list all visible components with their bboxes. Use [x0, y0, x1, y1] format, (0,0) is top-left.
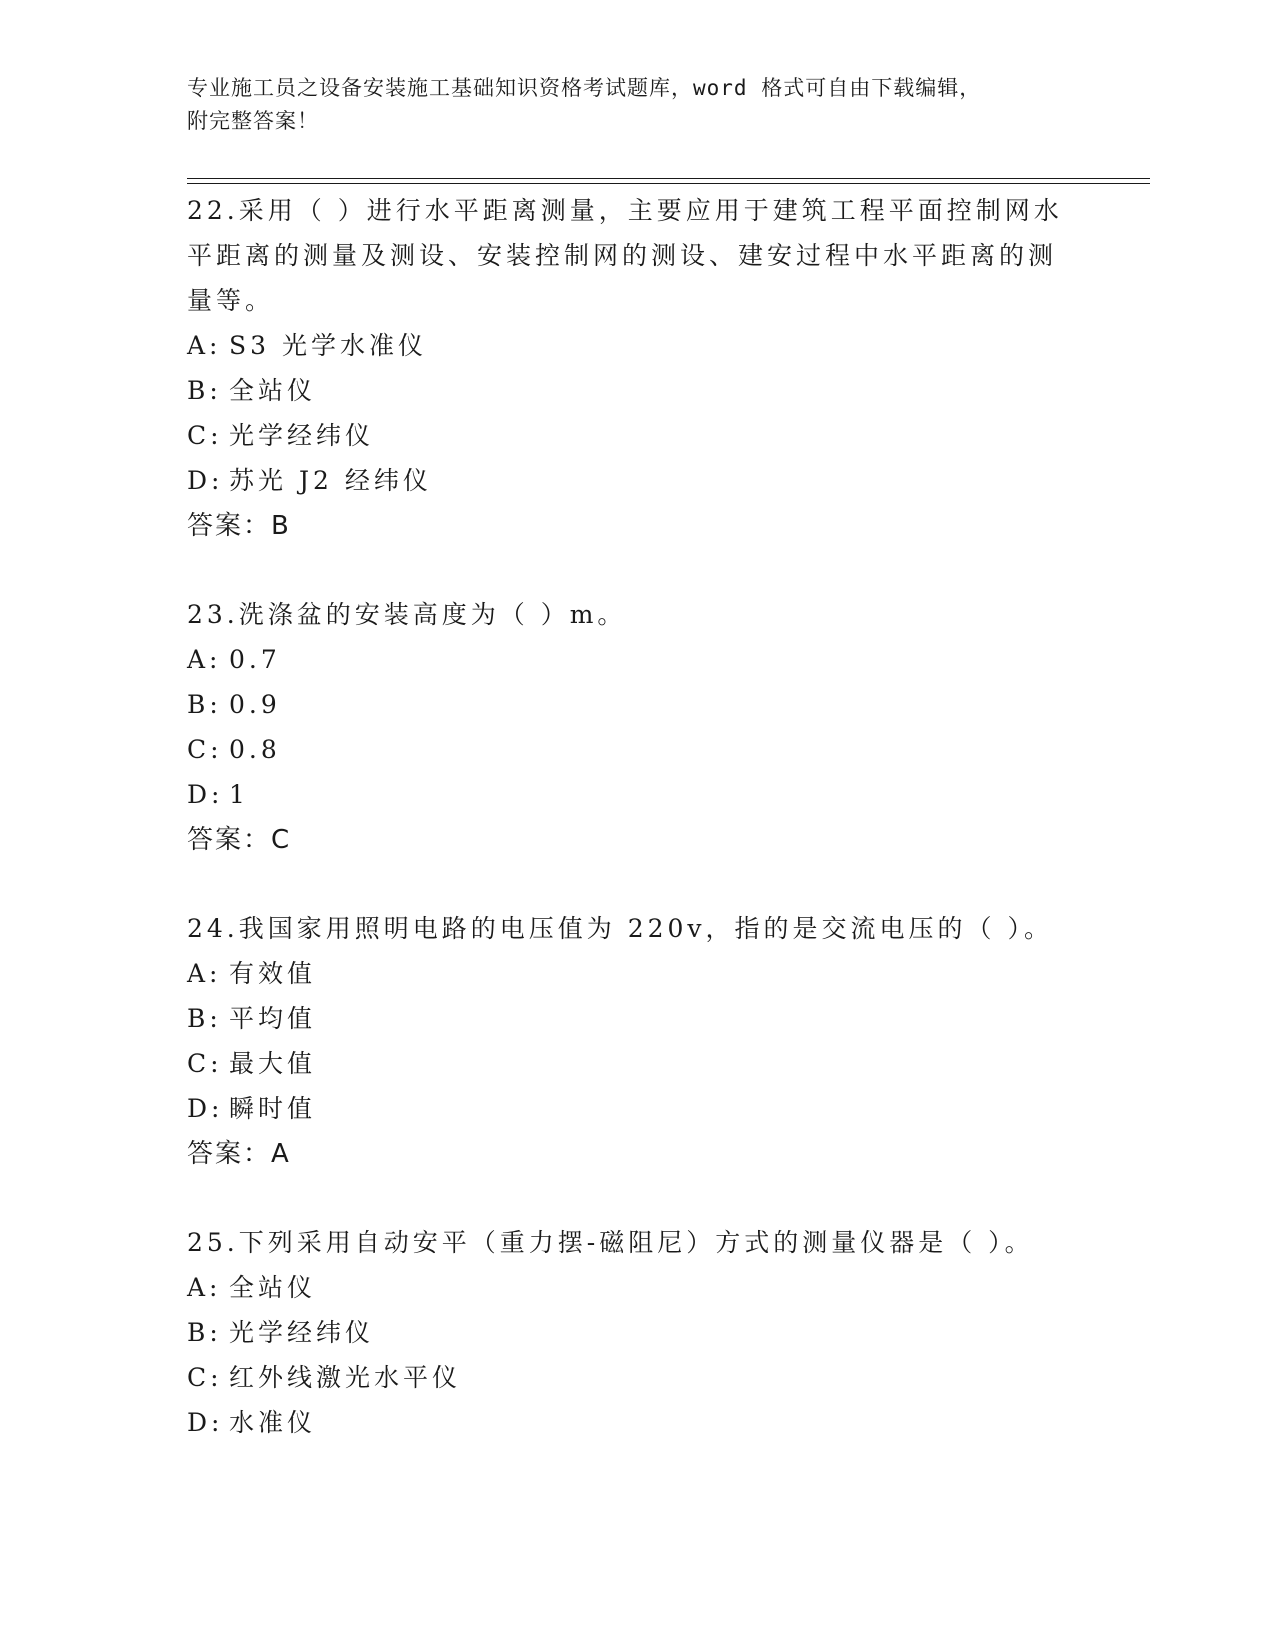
option-key: D:: [187, 1094, 224, 1123]
option-text: 0.9: [229, 690, 281, 719]
question-gap: [187, 550, 1067, 592]
option-d: [187, 1086, 1067, 1131]
answer-line: 答案：B: [187, 511, 291, 541]
option-key: D:: [187, 466, 224, 495]
option-key: D:: [187, 780, 224, 809]
question-text-line: 量等。: [187, 286, 275, 315]
question-text-line: 23.洗涤盆的安装高度为（ ）m。: [187, 600, 627, 629]
option-b: [187, 996, 1067, 1041]
option-a: [187, 951, 1067, 996]
option-d: [187, 1400, 1067, 1445]
question-text-line: 24.我国家用照明电路的电压值为 220v，指的是交流电压的（ ）。: [187, 914, 1053, 943]
option-key: B:: [187, 1004, 222, 1033]
option-text: 光学经纬仪: [229, 421, 375, 450]
option-text: 全站仪: [229, 1273, 317, 1302]
option-text: 水准仪: [229, 1408, 317, 1437]
question-24: [187, 906, 1067, 1178]
option-text: 有效值: [229, 959, 317, 988]
header-rule-top: [187, 178, 1150, 179]
option-text: 0.7: [229, 645, 281, 674]
option-text: 红外线激光水平仪: [229, 1363, 462, 1392]
header-line-2: 附完整答案！: [187, 109, 319, 133]
option-key: A:: [187, 331, 222, 360]
option-key: B:: [187, 376, 222, 405]
option-key: A:: [187, 645, 222, 674]
option-d: [187, 772, 1067, 817]
question-text-line: 平距离的测量及测设、安装控制网的测设、建安过程中水平距离的测: [187, 241, 1058, 270]
option-text: S3 光学水准仪: [229, 331, 427, 360]
option-text: 平均值: [229, 1004, 317, 1033]
option-c: [187, 727, 1067, 772]
option-text: 光学经纬仪: [229, 1318, 375, 1347]
option-text: 全站仪: [229, 376, 317, 405]
answer-line: 答案：C: [187, 825, 292, 855]
option-text: 0.8: [229, 735, 281, 764]
option-d: [187, 458, 1067, 503]
option-key: C:: [187, 1363, 223, 1392]
option-key: C:: [187, 421, 223, 450]
question-25: [187, 1220, 1067, 1445]
option-key: B:: [187, 1318, 222, 1347]
option-a: [187, 323, 1067, 368]
option-b: [187, 368, 1067, 413]
question-gap: [187, 864, 1067, 906]
option-text: 苏光 J2 经纬仪: [229, 466, 432, 495]
header-rule-bottom: [187, 183, 1150, 184]
option-c: [187, 413, 1067, 458]
option-key: B:: [187, 690, 222, 719]
option-text: 最大值: [229, 1049, 317, 1078]
option-text: 1: [229, 780, 249, 809]
question-list: [187, 188, 1067, 1445]
question-22: [187, 188, 1067, 550]
option-text: 瞬时值: [229, 1094, 317, 1123]
question-23: [187, 592, 1067, 864]
option-key: C:: [187, 1049, 223, 1078]
option-a: [187, 637, 1067, 682]
document-header: [187, 72, 1087, 138]
option-key: D:: [187, 1408, 224, 1437]
question-text-line: 22.采用（ ）进行水平距离测量，主要应用于建筑工程平面控制网水: [187, 196, 1063, 225]
option-key: C:: [187, 735, 223, 764]
option-c: [187, 1355, 1067, 1400]
option-c: [187, 1041, 1067, 1086]
option-key: A:: [187, 1273, 222, 1302]
question-text-line: 25.下列采用自动安平（重力摆-磁阻尼）方式的测量仪器是（ ）。: [187, 1228, 1034, 1257]
option-a: [187, 1265, 1067, 1310]
answer-line: 答案：A: [187, 1139, 291, 1169]
option-b: [187, 1310, 1067, 1355]
header-line-1: 专业施工员之设备安装施工基础知识资格考试题库，word 格式可自由下载编辑，: [187, 76, 982, 100]
option-b: [187, 682, 1067, 727]
option-key: A:: [187, 959, 222, 988]
question-gap: [187, 1178, 1067, 1220]
